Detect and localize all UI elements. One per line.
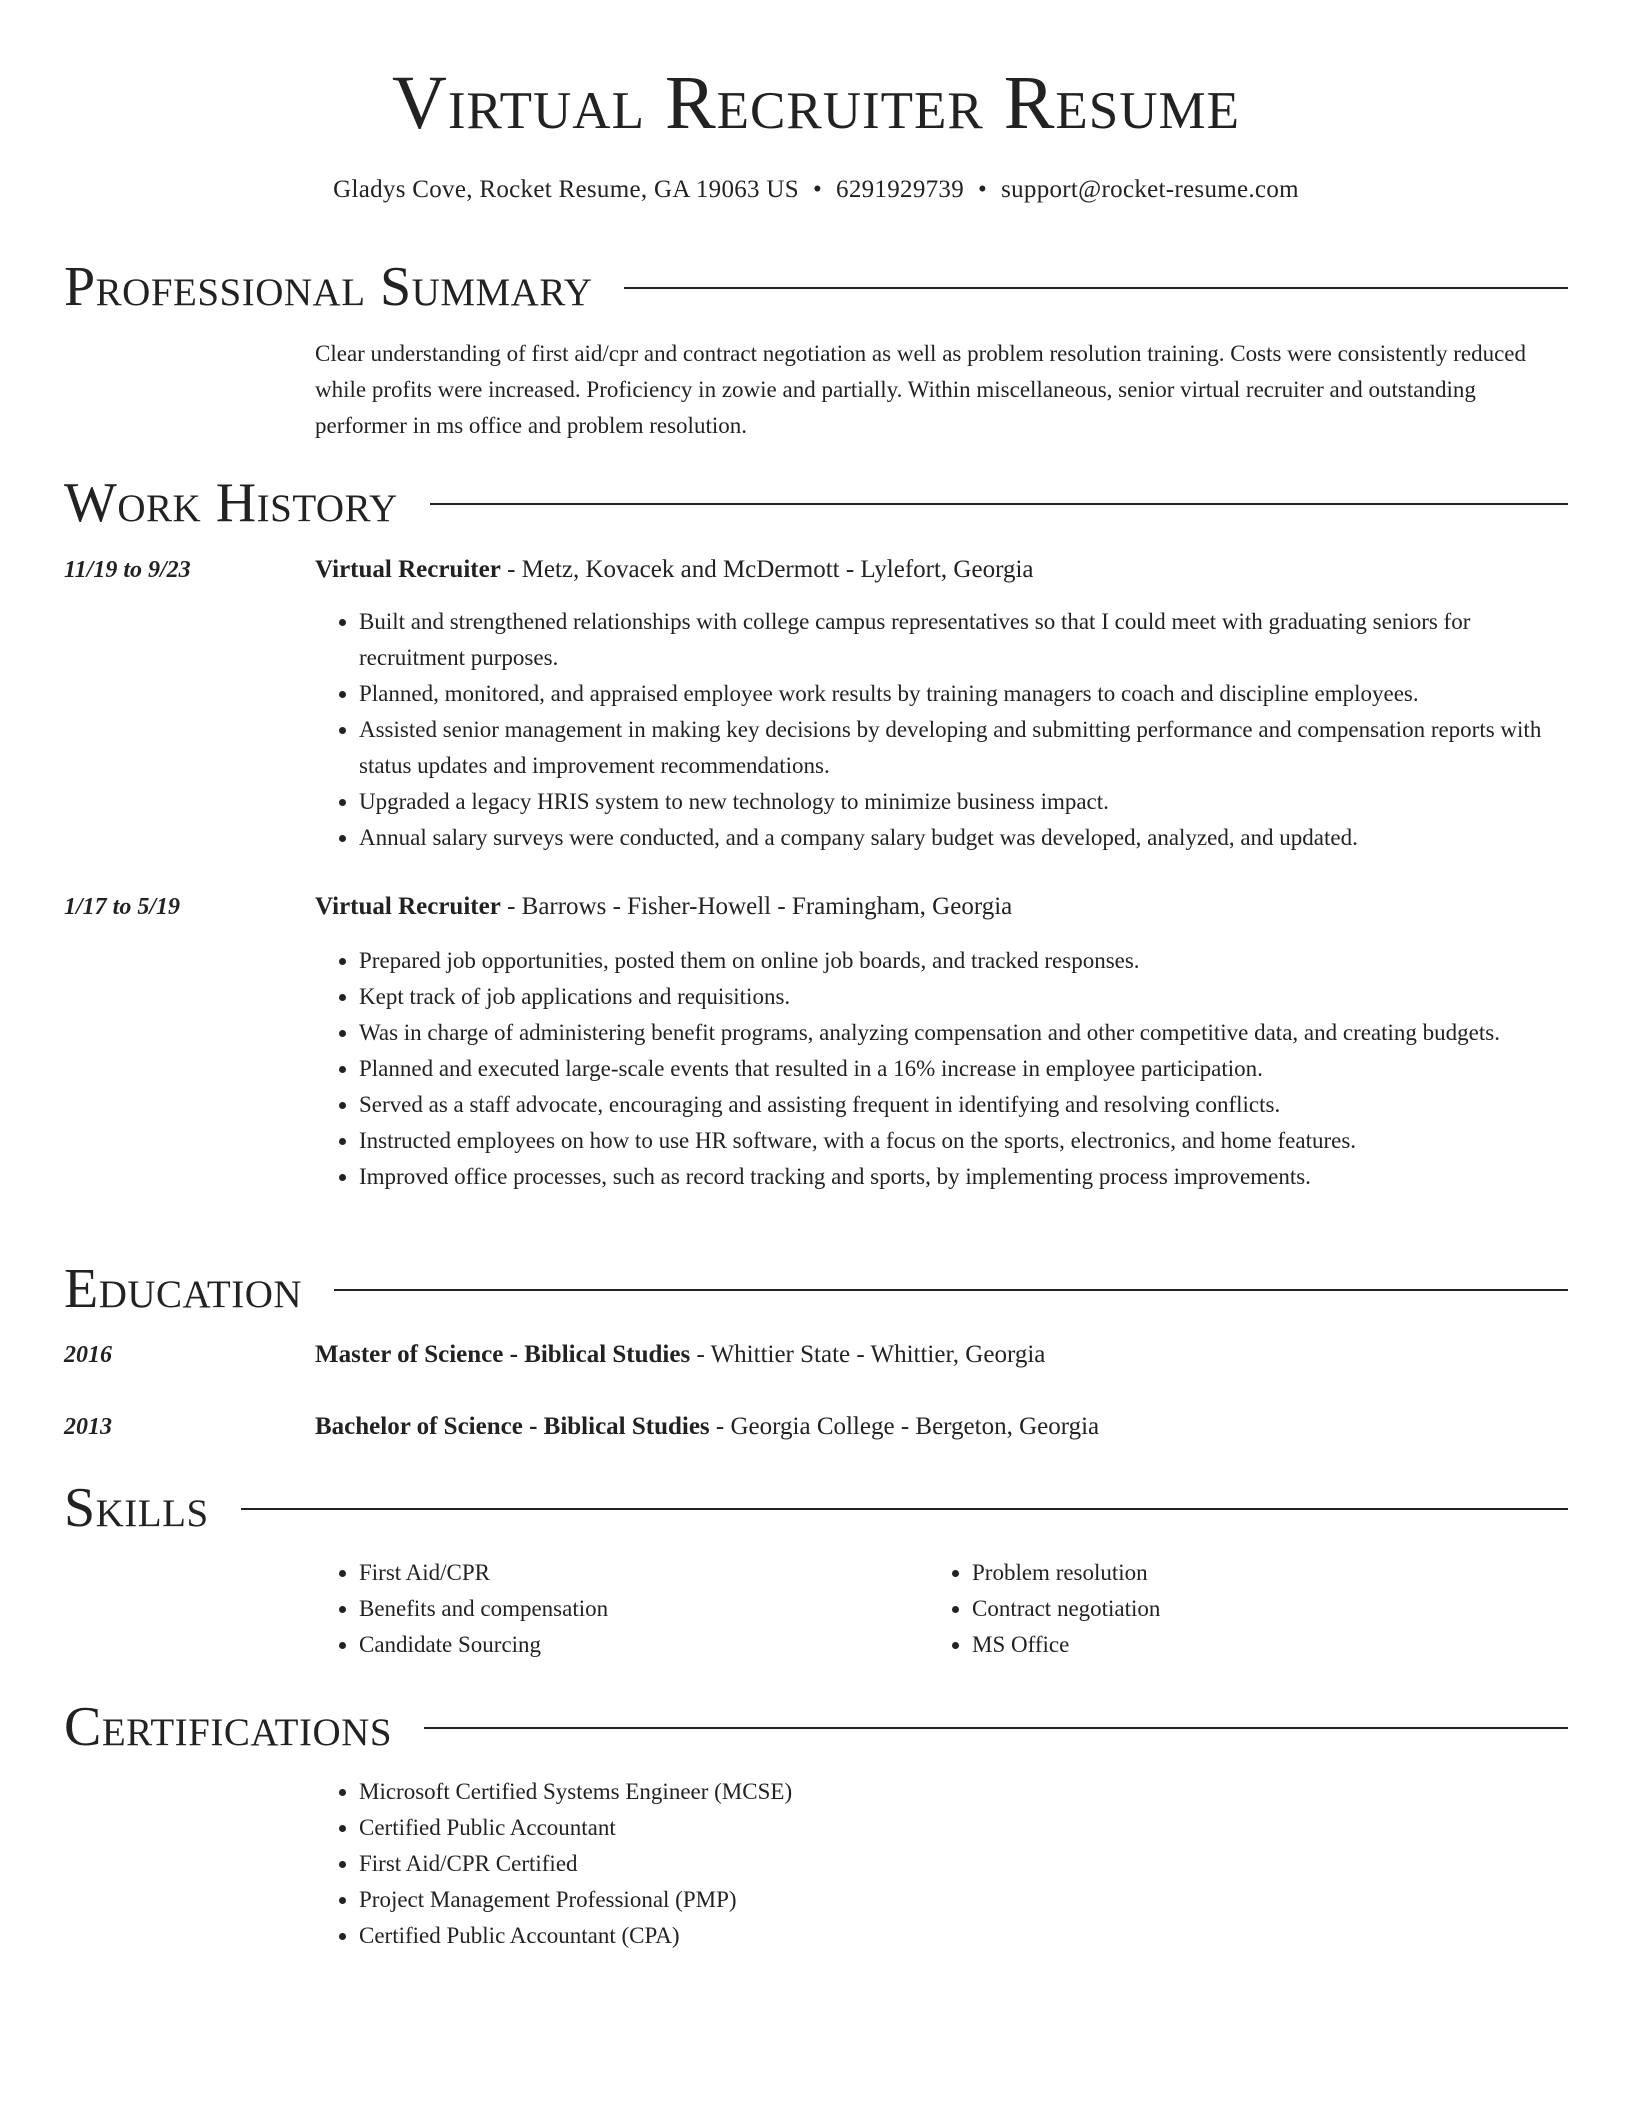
section-title-skills: Skills	[64, 1477, 209, 1539]
certification-item: • Certified Public Accountant	[359, 1810, 1568, 1846]
contact-separator: •	[812, 176, 823, 203]
certification-item: • Project Management Professional (PMP)	[359, 1882, 1568, 1918]
contact-email: support@rocket-resume.com	[1001, 176, 1299, 203]
skill-item: • MS Office	[972, 1627, 1528, 1663]
education-year: 2016	[64, 1342, 112, 1368]
skill-item: • Problem resolution	[972, 1555, 1528, 1591]
skills-column-left	[315, 1555, 875, 1663]
section-header-education	[64, 1257, 1568, 1321]
section-divider	[424, 1727, 1568, 1729]
job-details: - Metz, Kovacek and McDermott - Lylefort, Georgia	[500, 556, 1034, 583]
summary-block	[315, 336, 1568, 444]
section-header-certifications	[64, 1695, 1568, 1759]
section-title-education: Education	[64, 1258, 303, 1320]
section-divider	[624, 287, 1568, 289]
section-divider	[430, 503, 1568, 505]
list-item: • Prepared job opportunities, posted them on online job boards, and tracked responses.	[359, 943, 1568, 979]
section-divider	[241, 1508, 1568, 1510]
skill-item: • Contract negotiation	[972, 1591, 1528, 1627]
job-heading	[315, 889, 1568, 925]
list-item: • Planned, monitored, and appraised employee work results by training managers to coach and discipline employees.	[359, 676, 1568, 712]
summary-text: Clear understanding of first aid/cpr and contract negotiation as well as problem resolution training. Costs were consistently reduced while profits were increased. Proficiency in zowie and partially. Within miscellaneous, senior virtual recruiter and outstanding performer in ms office and problem resolution.	[315, 341, 1527, 438]
list-item: • Upgraded a legacy HRIS system to new technology to minimize business impact.	[359, 784, 1568, 820]
section-header-summary	[64, 255, 1568, 319]
job-heading	[315, 552, 1568, 588]
skill-item: • First Aid/CPR	[359, 1555, 875, 1591]
job-bullets	[315, 604, 1568, 856]
certification-item: • Microsoft Certified Systems Engineer (MCSE)	[359, 1774, 1568, 1810]
education-entry	[315, 1337, 1568, 1373]
section-header-skills	[64, 1476, 1568, 1540]
list-item: • Assisted senior management in making key decisions by developing and submitting performance and compensation reports with status updates and improvement recommendations.	[359, 712, 1568, 784]
skill-item: • Candidate Sourcing	[359, 1627, 875, 1663]
section-title-summary: Professional Summary	[64, 256, 593, 318]
certification-item: • Certified Public Accountant (CPA)	[359, 1918, 1568, 1954]
section-divider	[334, 1289, 1568, 1291]
education-details: - Whittier State - Whittier, Georgia	[690, 1341, 1046, 1368]
education-entry	[315, 1409, 1568, 1445]
job-bullets	[315, 943, 1568, 1195]
education-degree: Master of Science - Biblical Studies	[315, 1341, 691, 1368]
list-item: • Annual salary surveys were conducted, and a company salary budget was developed, analyzed, and updated.	[359, 820, 1568, 856]
job-dates: 1/17 to 5/19	[64, 894, 181, 920]
job-dates: 11/19 to 9/23	[64, 557, 191, 583]
section-title-work: Work History	[64, 472, 398, 534]
certification-item: • First Aid/CPR Certified	[359, 1846, 1568, 1882]
contact-separator: •	[978, 176, 988, 203]
job-title: Virtual Recruiter	[315, 893, 501, 920]
list-item: • Kept track of job applications and requisitions.	[359, 979, 1568, 1015]
list-item: • Planned and executed large-scale events that resulted in a 16% increase in employee participation.	[359, 1051, 1568, 1087]
list-item: • Improved office processes, such as record tracking and sports, by implementing process improvements.	[359, 1159, 1568, 1195]
resume-title: Virtual Recruiter Resume	[391, 61, 1241, 145]
job-title: Virtual Recruiter	[315, 556, 501, 583]
job-details: - Barrows - Fisher-Howell - Framingham, Georgia	[500, 893, 1013, 920]
list-item: • Served as a staff advocate, encouraging and assisting frequent in identifying and resolving conflicts.	[359, 1087, 1568, 1123]
list-item: • Was in charge of administering benefit programs, analyzing compensation and other competitive data, and creating budgets.	[359, 1015, 1568, 1051]
list-item: • Instructed employees on how to use HR software, with a focus on the sports, electronics, and home features.	[359, 1123, 1568, 1159]
education-details: - Georgia College - Bergeton, Georgia	[709, 1413, 1100, 1440]
education-year: 2013	[64, 1414, 112, 1440]
section-header-work	[64, 471, 1568, 535]
contact-address: Gladys Cove, Rocket Resume, GA 19063 US	[333, 176, 799, 203]
section-title-certifications: Certifications	[64, 1696, 393, 1758]
list-item: • Built and strengthened relationships with college campus representatives so that I could meet with graduating seniors for recruitment purposes.	[359, 604, 1568, 676]
contact-phone: 6291929739	[836, 176, 965, 203]
certifications-list	[315, 1774, 1568, 1954]
skill-item: • Benefits and compensation	[359, 1591, 875, 1627]
education-degree: Bachelor of Science - Biblical Studies	[315, 1413, 710, 1440]
contact-line	[0, 173, 1632, 207]
skills-column-right	[928, 1555, 1528, 1663]
